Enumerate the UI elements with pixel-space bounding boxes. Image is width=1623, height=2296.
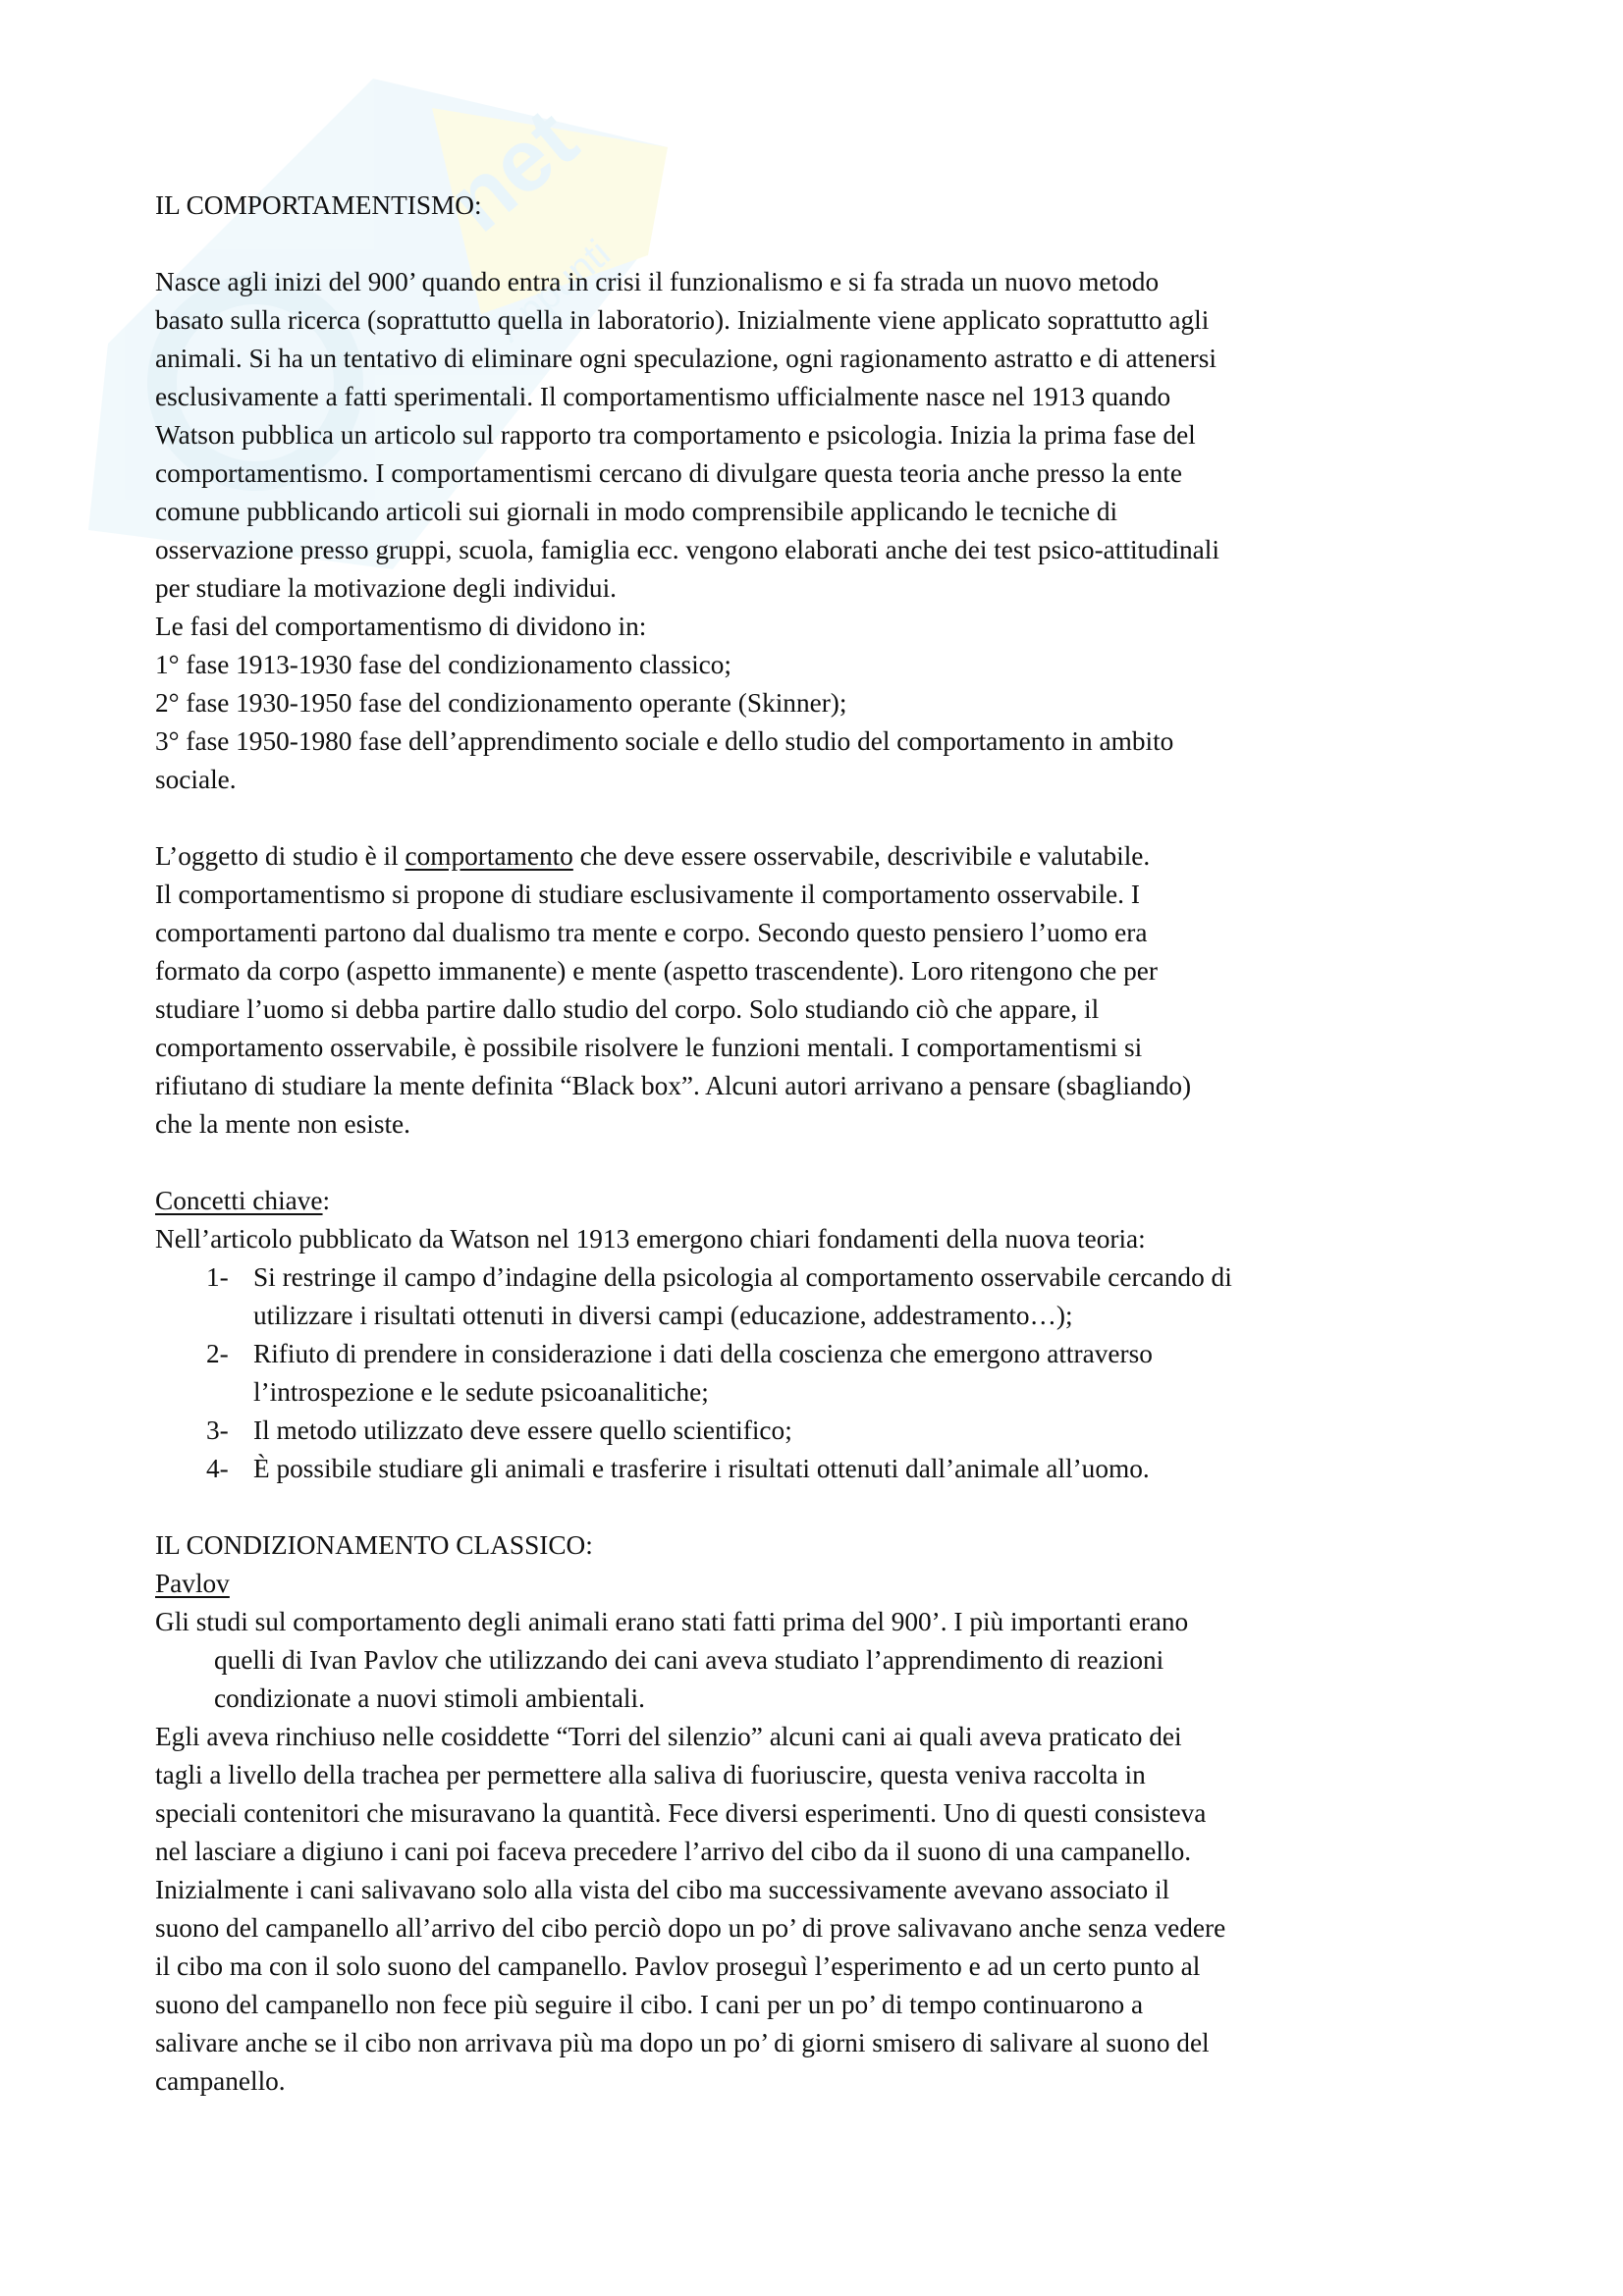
text-line: Gli studi sul comportamento degli animali erano stati fatti prima del 900’. I più importanti erano xyxy=(155,1607,1189,1636)
text-line: osservazione presso gruppi, scuola, famiglia ecc. vengono elaborati anche dei test psico-attitudinali xyxy=(155,535,1219,564)
list-item xyxy=(155,1258,1490,1335)
text-line: Egli aveva rinchiuso nelle cosiddette “Torri del silenzio” alcuni cani ai quali aveva praticato dei xyxy=(155,1722,1182,1751)
text-line: quelli di Ivan Pavlov che utilizzando dei cani aveva studiato l’apprendimento di reazioni xyxy=(214,1645,1164,1675)
phase-line: 1° fase 1913-1930 fase del condizionamento classico; xyxy=(155,650,732,679)
phase-line: 3° fase 1950-1980 fase dell’apprendimento sociale e dello studio del comportamento in ambito xyxy=(155,726,1174,756)
text-line: rifiutano di studiare la mente definita “Black box”. Alcuni autori arrivano a pensare (sbagliando) xyxy=(155,1071,1192,1100)
list-number: 2- xyxy=(206,1339,229,1368)
text-line: salivare anche se il cibo non arrivava più ma dopo un po’ di giorni smisero di salivare al suono del xyxy=(155,2028,1210,2057)
text-line: formato da corpo (aspetto immanente) e mente (aspetto trascendente). Loro ritengono che per xyxy=(155,956,1158,986)
text-line: Nell’articolo pubblicato da Watson nel 1913 emergono chiari fondamenti della nuova teoria: xyxy=(155,1224,1146,1254)
text-line: suono del campanello non fece più seguire il cibo. I cani per un po’ di tempo continuarono a xyxy=(155,1990,1144,2019)
list-item xyxy=(155,1412,1490,1450)
text-line: comportamenti partono dal dualismo tra mente e corpo. Secondo questo pensiero l’uomo era xyxy=(155,918,1148,947)
text-line: Si restringe il campo d’indagine della psicologia al comportamento osservabile cercando di xyxy=(253,1262,1232,1292)
text-line: campanello. xyxy=(155,2066,286,2096)
text-line: Watson pubblica un articolo sul rapporto tra comportamento e psicologia. Inizia la prima fase del xyxy=(155,420,1196,450)
text-line: animali. Si ha un tentativo di eliminare ogni speculazione, ogni ragionamento astratto e di attenersi xyxy=(155,344,1217,373)
text-line: comportamentismo. I comportamentismi cercano di divulgare questa teoria anche presso la ente xyxy=(155,458,1183,488)
text-line: Il comportamentismo si propone di studiare esclusivamente il comportamento osservabile. I xyxy=(155,880,1140,909)
watermark-tagline: Appunti xyxy=(488,231,619,350)
list-number: 3- xyxy=(206,1415,229,1445)
document-page xyxy=(155,187,1490,2101)
text-line: suono del campanello all’arrivo del cibo perciò dopo un po’ di prove salivavano anche senza vedere xyxy=(155,1913,1226,1943)
text-line: condizionate a nuovi stimoli ambientali. xyxy=(214,1683,645,1713)
text-line: l’introspezione e le sedute psicoanalitiche; xyxy=(253,1377,709,1407)
text-line: utilizzare i risultati ottenuti in diversi campi (educazione, addestramento…); xyxy=(253,1301,1073,1330)
text-line: comune pubblicando articoli sui giornali in modo comprensibile applicando le tecniche di xyxy=(155,497,1118,526)
text-line: il cibo ma con il solo suono del campanello. Pavlov proseguì l’esperimento e ad un certo punto al xyxy=(155,1951,1201,1981)
text-line: Rifiuto di prendere in considerazione i dati della coscienza che emergono attraverso xyxy=(253,1339,1153,1368)
text-line: esclusivamente a fatti sperimentali. Il comportamentismo ufficialmente nasce nel 1913 quando xyxy=(155,382,1171,411)
text-line: nel lasciare a digiuno i cani poi faceva precedere l’arrivo del cibo da il suono di una campanello. xyxy=(155,1837,1192,1866)
concepts-list xyxy=(155,1258,1490,1488)
watermark-brand: net xyxy=(430,89,596,251)
intro-paragraph xyxy=(155,263,1490,799)
key-concepts-title: Concetti chiave xyxy=(155,1186,323,1215)
text-line: speciali contenitori che misuravano la quantità. Fece diversi esperimenti. Uno di questi consisteva xyxy=(155,1798,1207,1828)
text-line: studiare l’uomo si debba partire dallo studio del corpo. Solo studiando ciò che appare, il xyxy=(155,994,1100,1024)
object-paragraph xyxy=(155,837,1490,1144)
text-line: che la mente non esiste. xyxy=(155,1109,410,1139)
text-run: che deve essere osservabile, descrivibile e valutabile. xyxy=(572,841,1151,871)
phase-line: 2° fase 1930-1950 fase del condizionamento operante (Skinner); xyxy=(155,688,847,718)
text-line xyxy=(155,837,1490,876)
text-line: È possibile studiare gli animali e trasferire i risultati ottenuti dall’animale all’uomo. xyxy=(253,1454,1150,1483)
text-line: per studiare la motivazione degli individui. xyxy=(155,573,617,603)
text-line: tagli a livello della trachea per permettere alla saliva di fuoriuscire, questa veniva raccolta in xyxy=(155,1760,1146,1789)
pavlov-subheading: Pavlov xyxy=(155,1569,230,1598)
underlined-term: comportamento xyxy=(405,841,573,871)
text-line: Le fasi del comportamentismo di dividono in: xyxy=(155,612,647,641)
pavlov-intro xyxy=(155,1603,1490,1718)
list-number: 4- xyxy=(206,1454,229,1483)
section-heading: IL CONDIZIONAMENTO CLASSICO: xyxy=(155,1530,593,1560)
text-run: L’oggetto di studio è il xyxy=(155,841,406,871)
list-item xyxy=(155,1450,1490,1488)
colon: : xyxy=(322,1186,331,1215)
phase-line: sociale. xyxy=(155,765,237,794)
list-number: 1- xyxy=(206,1262,229,1292)
section-heading: IL COMPORTAMENTISMO: xyxy=(155,190,482,220)
subheading xyxy=(155,1182,1490,1220)
text-line: Nasce agli inizi del 900’ quando entra in crisi il funzionalismo e si fa strada un nuovo metodo xyxy=(155,267,1160,296)
text-line: comportamento osservabile, è possibile risolvere le funzioni mentali. I comportamentismi si xyxy=(155,1033,1143,1062)
text-line: basato sulla ricerca (soprattutto quella in laboratorio). Inizialmente viene applicato soprattutto agli xyxy=(155,305,1210,335)
text-line: Il metodo utilizzato deve essere quello scientifico; xyxy=(253,1415,792,1445)
key-concepts xyxy=(155,1182,1490,1488)
text-line: Inizialmente i cani salivavano solo alla vista del cibo ma successivamente avevano associato il xyxy=(155,1875,1170,1904)
pavlov-body xyxy=(155,1718,1490,2101)
list-item xyxy=(155,1335,1490,1412)
